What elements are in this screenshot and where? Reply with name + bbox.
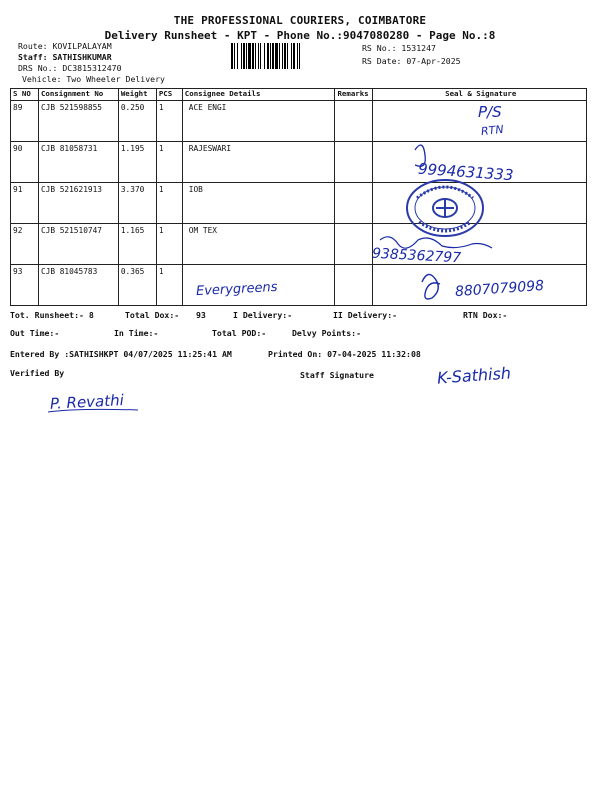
col-header-seal: Seal & Signature [373, 89, 587, 101]
cell-weight: 1.165 [118, 224, 156, 265]
handwriting-phone-row92: 9385362797 [371, 245, 462, 267]
handwriting-consignee-row93: Everygreens [195, 279, 278, 300]
col-header-sno: S NO [11, 89, 39, 101]
in-time: In Time:- [114, 328, 159, 338]
col-header-weight: Weight [118, 89, 156, 101]
cell-consignment: CJB 521621913 [38, 183, 118, 224]
cell-sno: 91 [11, 183, 39, 224]
vehicle-label: Vehicle: Two Wheeler Delivery [22, 74, 165, 84]
rs-number: RS No.: 1531247 [362, 43, 436, 53]
drs-number: DRS No.: DC3815312470 [18, 63, 122, 73]
cell-pcs: 1 [156, 224, 182, 265]
handwriting-rtn: RTN [480, 122, 505, 139]
cell-consignment: CJB 81045783 [38, 265, 118, 306]
verified-handwritten-signature: P. Revathi [49, 391, 125, 413]
total-pod: Total POD:- [212, 328, 267, 338]
route-label: Route: KOVILPALAYAM [18, 41, 112, 51]
cell-consignee: IOB [182, 183, 335, 224]
col-header-consignee: Consignee Details [182, 89, 335, 101]
cell-weight: 0.365 [118, 265, 156, 306]
cell-sno: 93 [11, 265, 39, 306]
staff-label: Staff: SATHISHKUMAR [18, 52, 112, 62]
cell-pcs: 1 [156, 265, 182, 306]
out-time: Out Time:- [10, 328, 60, 338]
staff-handwritten-signature: K-Sathish [436, 363, 512, 388]
total-dox-value: 93 [196, 310, 206, 320]
entered-by: Entered By :SATHISHKPT 04/07/2025 11:25:41 AM [10, 349, 232, 359]
cell-consignee: OM TEX [182, 224, 335, 265]
cell-weight: 1.195 [118, 142, 156, 183]
ii-delivery: II Delivery:- [333, 310, 398, 320]
verified-by-label: Verified By [10, 368, 65, 378]
rs-date: RS Date: 07-Apr-2025 [362, 56, 461, 66]
handwriting-ps: P/S [478, 103, 502, 121]
staff-signature-label: Staff Signature [300, 370, 374, 380]
cell-consignee: ACE ENGI [182, 101, 335, 142]
cell-pcs: 1 [156, 101, 182, 142]
printed-on: Printed On: 07-04-2025 11:32:08 [268, 349, 421, 359]
handwriting-phone-row93: 8807079098 [454, 277, 545, 301]
courier-seal-stamp [405, 178, 485, 238]
col-header-pcs: PCS [156, 89, 182, 101]
tot-runsheet: Tot. Runsheet:- 8 [10, 310, 94, 320]
company-title: THE PROFESSIONAL COURIERS, COIMBATORE [173, 14, 427, 27]
cell-weight: 0.250 [118, 101, 156, 142]
col-header-consignment: Consignment No [38, 89, 118, 101]
rtn-dox: RTN Dox:- [463, 310, 508, 320]
i-delivery: I Delivery:- [233, 310, 293, 320]
cell-weight: 3.370 [118, 183, 156, 224]
handwriting-phone-row90: 9994631333 [417, 159, 514, 185]
runsheet-title: Delivery Runsheet - KPT - Phone No.:9047080280 - Page No.:8 [104, 29, 496, 42]
cell-consignment: CJB 81058731 [38, 142, 118, 183]
cell-sno: 89 [11, 101, 39, 142]
cell-sno: 92 [11, 224, 39, 265]
cell-sno: 90 [11, 142, 39, 183]
delvy-points: Delvy Points:- [292, 328, 362, 338]
cell-consignment: CJB 521510747 [38, 224, 118, 265]
cell-pcs: 1 [156, 183, 182, 224]
col-header-remarks: Remarks [335, 89, 373, 101]
cell-pcs: 1 [156, 142, 182, 183]
cell-consignee: RAJESWARI [182, 142, 335, 183]
total-dox-label: Total Dox:- [125, 310, 180, 320]
cell-consignment: CJB 521598855 [38, 101, 118, 142]
